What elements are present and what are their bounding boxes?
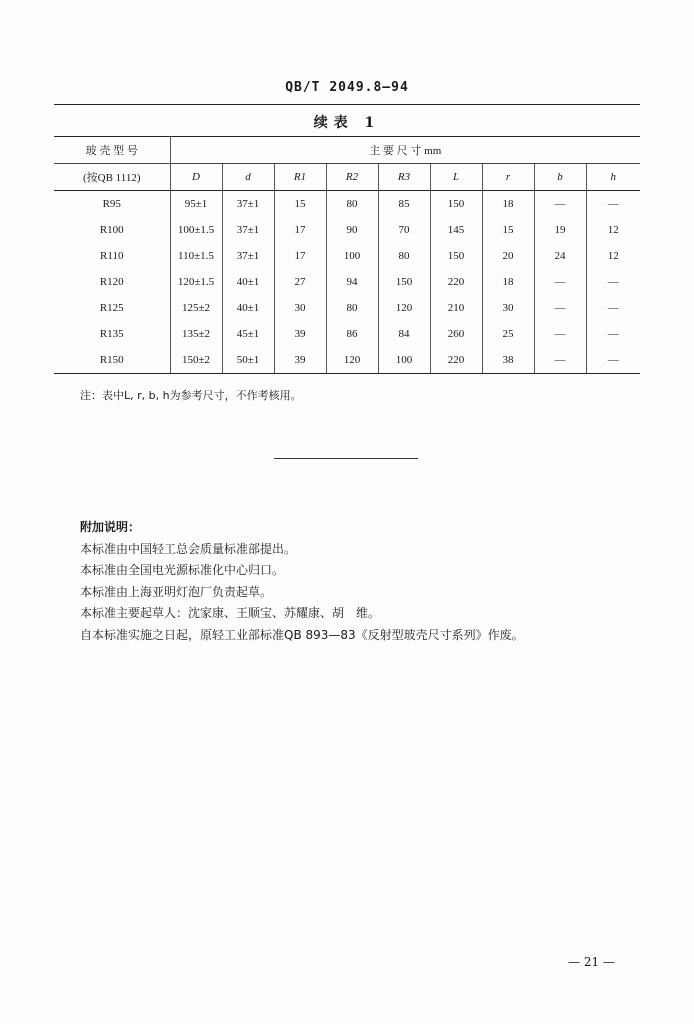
additional-notes: [80, 517, 524, 646]
column-label-type: 玻 壳 型 号: [54, 137, 170, 164]
column-header-D: D: [170, 164, 222, 191]
table-cell: 40±1: [222, 295, 274, 321]
additional-line: 本标准主要起草人：沈家康、王顺宝、苏耀康、胡 维。: [80, 606, 381, 620]
table-cell: 110±1.5: [170, 243, 222, 269]
column-header-R3: R3: [378, 164, 430, 191]
column-header-d: d: [222, 164, 274, 191]
table-cell: 18: [482, 191, 534, 218]
table-cell: 145: [430, 217, 482, 243]
table-row: [54, 269, 640, 295]
table-row: [54, 217, 640, 243]
table-cell: 24: [534, 243, 586, 269]
table-cell: —: [586, 191, 640, 218]
table-cell: 120±1.5: [170, 269, 222, 295]
table-cell: 39: [274, 321, 326, 347]
table-cell: 25: [482, 321, 534, 347]
table-cell: 94: [326, 269, 378, 295]
table-cell-model: R150: [54, 347, 170, 374]
table-cell: 30: [274, 295, 326, 321]
table-cell: 90: [326, 217, 378, 243]
additional-line: 自本标准实施之日起，原轻工业部标准QB 893—83《反射型玻壳尺寸系列》作废。: [80, 627, 524, 642]
group-header-dimensions: 主 要 尺 寸 mm: [170, 137, 640, 164]
table-row: [54, 321, 640, 347]
table-cell: —: [586, 347, 640, 374]
table-cell: 100±1.5: [170, 217, 222, 243]
table-cell: 135±2: [170, 321, 222, 347]
table-cell: 220: [430, 347, 482, 374]
column-label-standard: (按QB 1112): [54, 164, 170, 191]
table-header-row-1: [54, 137, 640, 164]
table-cell: 150±2: [170, 347, 222, 374]
table-cell: 260: [430, 321, 482, 347]
table-cell: —: [534, 295, 586, 321]
table-cell: —: [534, 347, 586, 374]
table-cell: 12: [586, 217, 640, 243]
additional-line: 本标准由全国电光源标准化中心归口。: [80, 563, 285, 577]
table-cell: 80: [378, 243, 430, 269]
table-note: 注：表中L, r, b, h为参考尺寸，不作考核用。: [80, 389, 302, 402]
column-header-R2: R2: [326, 164, 378, 191]
table-cell: 70: [378, 217, 430, 243]
header-rule: [54, 104, 640, 105]
column-header-h: h: [586, 164, 640, 191]
table-cell: —: [534, 321, 586, 347]
table-cell-model: R120: [99, 276, 124, 288]
table-cell: 150: [430, 243, 482, 269]
table-cell: —: [534, 269, 586, 295]
table-cell: 12: [586, 243, 640, 269]
table-cell: 150: [430, 191, 482, 218]
table-cell: 15: [482, 217, 534, 243]
table-cell: 100: [326, 243, 378, 269]
table-cell: —: [534, 191, 586, 218]
additional-line: 本标准由中国轻工总会质量标准部提出。: [80, 541, 297, 556]
table-cell: 20: [482, 243, 534, 269]
table-cell: 38: [482, 347, 534, 374]
table-cell: 95±1: [170, 191, 222, 218]
table-cell: 84: [378, 321, 430, 347]
table-cell: 37±1: [222, 243, 274, 269]
table-cell: 80: [326, 191, 378, 218]
table-cell: 210: [430, 295, 482, 321]
table-caption: 续表 1: [313, 115, 381, 131]
dimension-table: [54, 136, 640, 374]
table-cell: 85: [378, 191, 430, 218]
table-header-row-2: [54, 164, 640, 191]
table-cell: —: [586, 321, 640, 347]
table-cell: 50±1: [222, 347, 274, 374]
table-cell: 220: [430, 269, 482, 295]
table-cell: 125±2: [170, 295, 222, 321]
table-cell: 30: [482, 295, 534, 321]
table-cell-model: R135: [99, 328, 124, 340]
table-cell: 37±1: [222, 191, 274, 218]
table-cell: 17: [274, 217, 326, 243]
table-cell: 18: [482, 269, 534, 295]
document-header-code: QB/T 2049.8—94: [285, 80, 409, 95]
table-cell-model: R95: [102, 198, 121, 210]
table-cell: 39: [274, 347, 326, 374]
table-cell-model: R125: [99, 302, 124, 314]
column-header-b: b: [534, 164, 586, 191]
table-cell: 120: [326, 347, 378, 374]
table-cell: 150: [378, 269, 430, 295]
table-cell: 17: [274, 243, 326, 269]
table-cell: —: [586, 295, 640, 321]
table-row: [54, 243, 640, 269]
table-cell: 120: [378, 295, 430, 321]
column-header-L: L: [430, 164, 482, 191]
table-row: [54, 347, 640, 374]
table-cell-model: R100: [99, 224, 124, 236]
table-cell: 86: [326, 321, 378, 347]
page-number: — 21 —: [568, 955, 615, 969]
additional-line: 本标准由上海亚明灯泡厂负责起草。: [80, 584, 273, 599]
table-cell: 15: [274, 191, 326, 218]
table-cell: 37±1: [222, 217, 274, 243]
additional-notes-title: 附加说明：: [80, 520, 141, 534]
table-row: [54, 295, 640, 321]
section-divider: [274, 458, 418, 459]
table-cell: 100: [378, 347, 430, 374]
table-cell: —: [586, 269, 640, 295]
table-cell: 80: [326, 295, 378, 321]
column-header-R1: R1: [274, 164, 326, 191]
table-cell: 19: [534, 217, 586, 243]
table-cell: 27: [274, 269, 326, 295]
table-cell-model: R110: [100, 250, 124, 262]
table-row: [54, 191, 640, 218]
column-header-r: r: [482, 164, 534, 191]
table-cell: 40±1: [222, 269, 274, 295]
table-cell: 45±1: [222, 321, 274, 347]
